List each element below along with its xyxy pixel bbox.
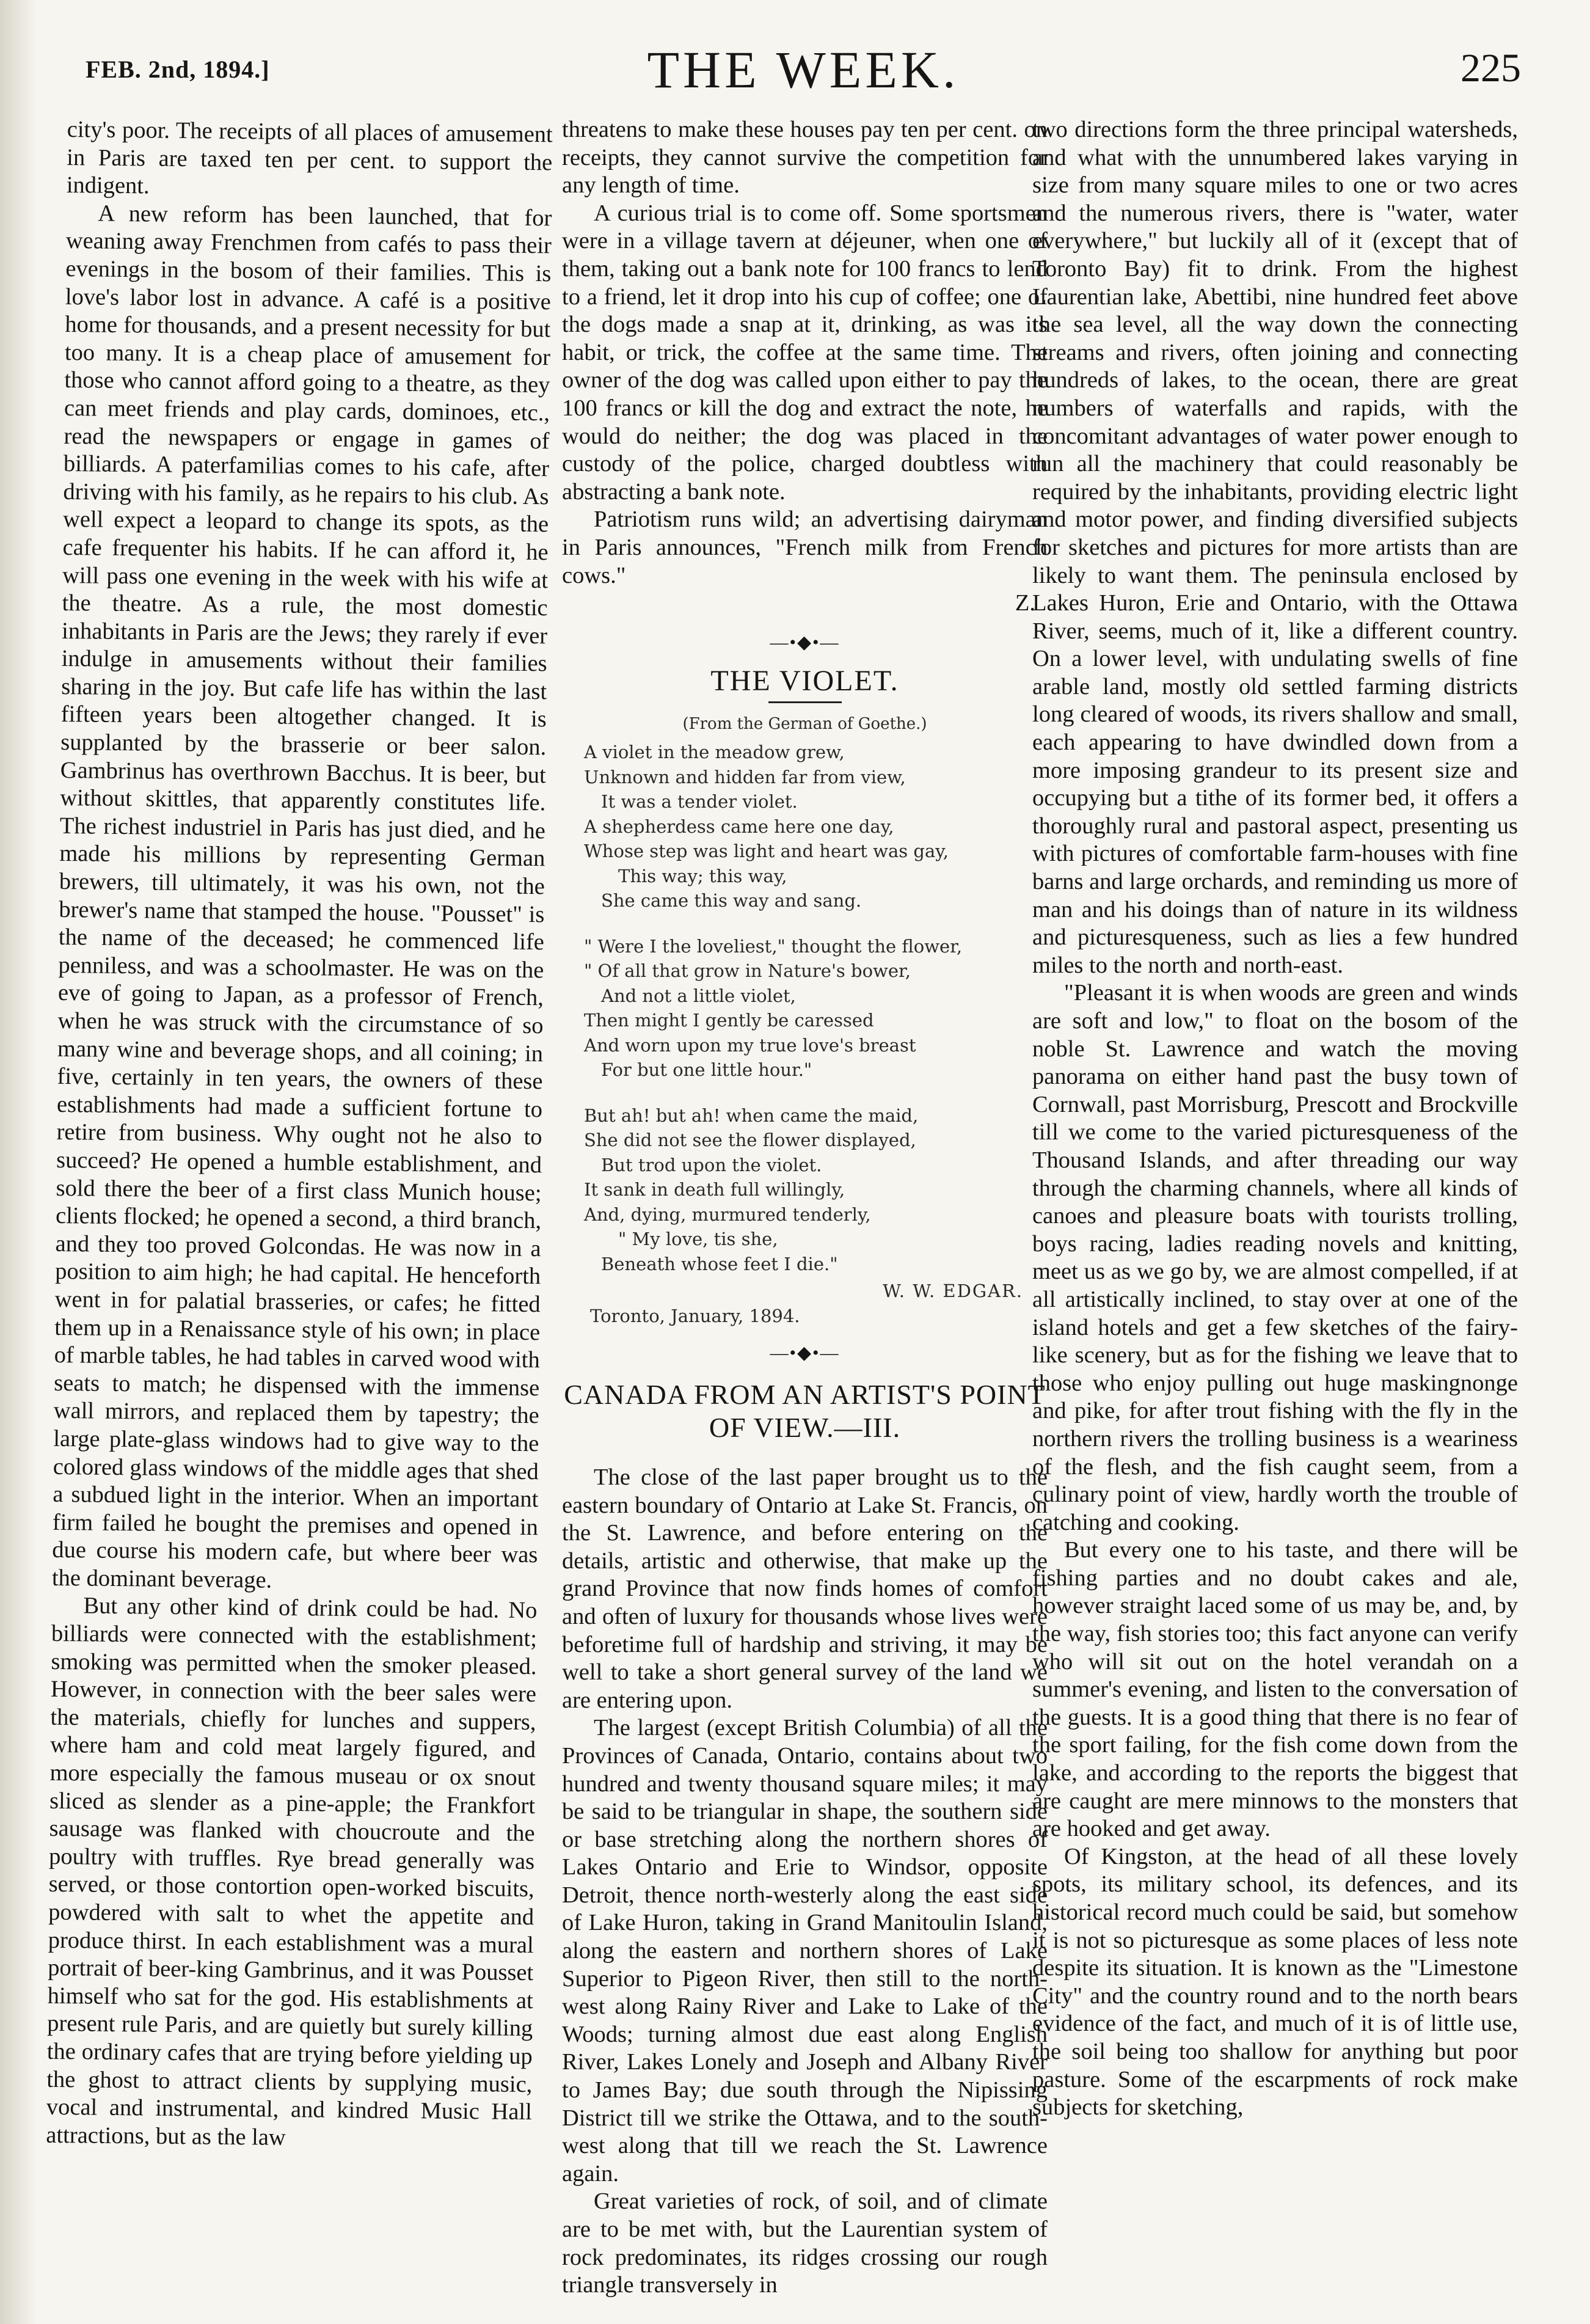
poem-line: But ah! but ah! when came the maid, bbox=[584, 1105, 919, 1126]
paragraph: The largest (except British Columbia) of all the Provinces of Canada, Ontario, contains about two hundred and twenty thousand square miles; it may be said to be triangular in shape, the southern side or base stretching along the northern shores of Lakes Ontario and Erie to Windsor, opposite Detroit, thence north-westerly along the east side of Lake Huron, taking in Grand Manitoulin Island, along the eastern and northern shores of Lake Superior to Pigeon River, then still to the north-west along Rainy River and Lake to Lake of the Woods; turning almost due east along English River, Lakes Lonely and Joseph and Albany River to James Bay; due south through the Nipissing District till we strike the Ottawa, and to the south-west along that till we reach the St. Lawrence again. bbox=[562, 1715, 1048, 2187]
poem-line: This way; this way, bbox=[618, 865, 787, 886]
poem-line: For but one little hour." bbox=[601, 1059, 812, 1081]
paragraph: But every one to his taste, and there will be fishing parties and no doubt cakes and ale, however straight laced some of us may be, and, by the way, fish stories too; this fact anyone can verify who will sit out on the hotel verandah on a summer's evening, and listen to the conversation of the guests. It is a good thing that there is no fear of the sport failing, for the fish come down from the lake, and according to the reports the biggest that are caught are mere minnows to the monsters that are hooked and get away. bbox=[1032, 1537, 1518, 1842]
poem-author: W. W. EDGAR. bbox=[883, 1281, 1023, 1302]
paragraph: Great varieties of rock, of soil, and of climate are to be met with, but the Laurentian system of rock predominates, its ridges crossing our rough triangle transversely in bbox=[562, 2188, 1048, 2298]
column-3 bbox=[1032, 116, 1518, 2279]
paragraph: threatens to make these houses pay ten per cent. on receipts, they cannot survive the competition for any length of time. bbox=[562, 117, 1048, 199]
poem-line: Beneath whose feet I die." bbox=[601, 1253, 838, 1274]
issue-date: FEB. 2nd, 1894.] bbox=[86, 56, 270, 83]
poem-line: Whose step was light and heart was gay, bbox=[584, 841, 949, 862]
masthead-title: THE WEEK. bbox=[647, 40, 960, 99]
section-ornament: —•◆•— bbox=[770, 632, 840, 652]
paragraph: A curious trial is to come off. Some sportsmen were in a village tavern at déjeuner, when one of them, taking out a bank note for 100 francs to lend to a friend, let it drop into his cup of coffee; one of the dogs made a snap at it, drinking, as was its habit, or trick, the coffee at the same time. The owner of the dog was called upon either to pay the 100 francs or kill the dog and extract the note, he would do neither; the dog was placed in the custody of the police, charged doubtless with abstracting a bank note. bbox=[562, 200, 1048, 505]
poem-line: She came this way and sang. bbox=[601, 890, 862, 912]
poem-line: And worn upon my true love's breast bbox=[584, 1034, 916, 1056]
poem-line: Unknown and hidden far from view, bbox=[584, 766, 906, 787]
poem bbox=[562, 712, 1048, 1329]
paragraph: two directions form the three principal watersheds, and what with the unnumbered lakes varying in size from many square miles to one or two acres and the numerous rivers, there is "water, water everywhere," but luckily all of it (except that of Toronto Bay) fit to drink. From the highest Laurentian lake, Abettibi, nine hundred feet above the sea level, all the way down the connecting streams and rivers, often joining and connecting hundreds of lakes, to the ocean, there are great numbers of waterfalls and rapids, with the concomitant advantages of water power enough to run all the machinery that could reasonably be required by the inhabitants, providing electric light and motor power, and finding diversified subjects for sketches and pictures for more artists than are likely to want them. The peninsula enclosed by Lakes Huron, Erie and Ontario, with the Ottawa River, seems, much of it, like a different country. On a lower level, with undulating swells of fine arable land, mostly old settled farming districts long cleared of woods, its rivers shallow and small, each appearing to have dwindled down from a more imposing grandeur to its present size and occupying but a tithe of its former bed, it offers a thoroughly rural and pastoral aspect, presenting us with pictures of comfortable farm-houses with fine barns and large orchards, and reminding us more of man and his doings than of nature in its wildness and picturesqueness, such as lies a few hundred miles to the north and north-east. bbox=[1032, 117, 1518, 978]
poem-line: " My love, tis she, bbox=[618, 1229, 778, 1250]
poem-line: And, dying, murmured tenderly, bbox=[584, 1204, 871, 1225]
title-rule bbox=[768, 701, 842, 703]
poem-stanza bbox=[584, 934, 1048, 1083]
poem-dateline: Toronto, January, 1894. bbox=[590, 1305, 800, 1326]
page-header bbox=[86, 32, 1521, 105]
paragraph: Patriotism runs wild; an advertising dairyman in Paris announces, "French milk from French cows." bbox=[562, 506, 1048, 588]
article-signature: Z. bbox=[1015, 590, 1035, 616]
poem-title: THE VIOLET. bbox=[710, 665, 899, 698]
poem-line: But trod upon the violet. bbox=[601, 1154, 822, 1175]
poem-stanza bbox=[584, 740, 1048, 913]
paragraph: The close of the last paper brought us to the eastern boundary of Ontario at Lake St. Francis, on the St. Lawrence, and before entering on the details, artistic and otherwise, that make up the grand Province that now finds homes of comfort and often of luxury for thousands whose lives were beforetime full of hardship and striving, it may be well to take a short general survey of the land we are entering upon. bbox=[562, 1464, 1048, 1713]
poem-line: It sank in death full willingly, bbox=[584, 1179, 845, 1200]
paragraph: "Pleasant it is when woods are green and winds are soft and low," to float on the bosom of the noble St. Lawrence and watch the moving panorama on either hand past the busy town of Cornwall, past Morrisburg, Prescott and Brockville till we come to the varied picturesqueness of the Thousand Islands, and after threading our way through the charming channels, where all kinds of canoes and pleasure boats with tourists trolling, boys racing, ladies reading novels and knitting, meet us as we go by, we are almost compelled, if at all artistically inclined, to stay over at one of the island hotels and get a few sketches of the fairy-like scenery, but as for the fishing we leave that to those who enjoy pulling out huge maskingnonge and pike, for after trout fishing with the fly in the northern rivers the trolling business is a weariness of the flesh, and the fish caught seem, from a culinary point of view, hardly worth the trouble of catching and cooking. bbox=[1032, 980, 1518, 1535]
poem-line: She did not see the flower displayed, bbox=[584, 1130, 916, 1151]
poem-line: And not a little violet, bbox=[601, 985, 796, 1006]
poem-line: A shepherdess came here one day, bbox=[584, 816, 894, 837]
column-2 bbox=[562, 116, 1048, 2298]
article-title: CANADA FROM AN ARTIST'S POINT OF VIEW.—III. bbox=[564, 1378, 1046, 1443]
paragraph: But any other kind of drink could be had. No billiards were connected with the establishment; smoking was permitted when the smoker pleased. However, in connection with the beer sales were the materials, chiefly for lunches and suppers, where ham and cold meat largely figured, and more especially the famous museau or ox snout sliced as slender as a pine-apple; the Frankfort sausage was flanked with choucroute and the poultry with truffles. Rye bread generally was served, or those contortion open-worked biscuits, powdered with salt to whet the appetite and produce thirst. In each establishment was a mural portrait of beer-king Gambrinus, and it was Pousset himself who sat for the god. His establishments at present rule Paris, and are quietly but surely killing the ordinary cafes that are trying before yielding up the ghost to attract clients by supplying music, vocal and instrumental, and kindred Music Hall attractions, but as the law bbox=[46, 1593, 538, 2150]
page-number: 225 bbox=[1461, 46, 1521, 90]
paragraph: city's poor. The receipts of all places of amusement in Paris are taxed ten per cent. to support the indigent. bbox=[66, 116, 553, 199]
paragraph: A new reform has been launched, that for weaning away Frenchmen from cafés to pass their evenings in the bosom of their families. This is love's labor lost in advance. A café is a positive home for thousands, and a present necessity for but too many. It is a cheap place of amusement for those who cannot afford going to a theatre, as they can meet friends and play cards, dominoes, etc., read the newspapers or engage in games of billiards. A paterfamilias comes to his cafe, after driving with his family, as he repairs to his club. As well expect a leopard to change its spots, as the cafe frequenter his habits. If he can afford it, he will pass one evening in the week with his wife at the theatre. As a rule, the most domestic inhabitants in Paris are the Jews; they rarely if ever indulge in amusements without their families sharing in the joy. But cafe life has within the last fifteen years been altogether changed. It is supplanted by the brasserie or beer salon. Gambrinus has overthrown Bacchus. It is beer, but without skittles, that apparently constitutes life. The richest industriel in Paris has just died, and he made his millions by representing German brewers, till ultimately, it was his own, not the brewer's name that stamped the house. "Pousset" is the name of the deceased; he commenced life penniless, and was a schoolmaster. He was on the eve of going to Japan, as a professor of French, when he was struck with the circumstance of so many wine and beverage shops, and all coining; in five, certainly in ten years, the owners of these establishments had made a sufficient fortune to retire from business. Why ought not he also to succeed? He opened a humble establishment, and sold there the beer of a first class Munich house; clients flocked; he opened a second, a third branch, and they too proved Golcondas. He was now in a position to aim high; he had capital. He henceforth went in for palatial brasseries, or cafes; he fitted them up in a Renaissance style of his own; in place of marble tables, he had tables in carved wood with seats to match; he dispensed with the immense wall mirrors, and replaced them by tapestry; the large plate-glass windows had to give way to the colored glass windows of the middle ages that shed a subdued light in the interior. When an important firm failed he bought the premises and opened in due course his modern cafe, but where beer was the dominant beverage. bbox=[51, 200, 552, 1593]
poem-line: A violet in the meadow grew, bbox=[584, 742, 845, 763]
poem-line: It was a tender violet. bbox=[601, 791, 798, 813]
poem-subtitle: (From the German of Goethe.) bbox=[682, 714, 927, 733]
poem-stanza bbox=[584, 1103, 1048, 1277]
poem-line: Then might I gently be caressed bbox=[584, 1010, 874, 1031]
binding-edge bbox=[0, 0, 37, 2324]
paragraph: Of Kingston, at the head of all these lovely spots, its military school, its defences, and its historical record much could be said, but somehow it is not so picturesque as some places of less note despite its situation. It is known as the "Limestone City" and the country round and to the north bears evidence of the fact, and much of it is of little use, the soil being too shallow for anything but poor pasture. Some of the escarpments of rock make subjects for sketching, bbox=[1032, 1843, 1518, 2121]
poem-line: " Were I the loveliest," thought the flower, bbox=[584, 935, 963, 957]
column-1 bbox=[45, 116, 553, 2284]
poem-line: " Of all that grow in Nature's bower, bbox=[584, 960, 911, 982]
section-ornament: —•◆•— bbox=[770, 1343, 840, 1364]
